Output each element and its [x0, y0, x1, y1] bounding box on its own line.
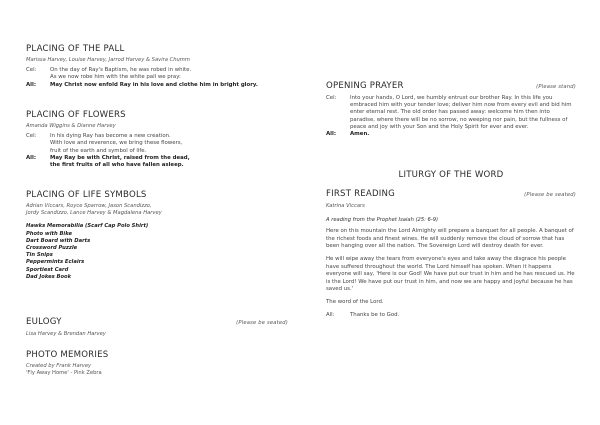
section-heading: PLACING OF FLOWERS: [26, 110, 126, 120]
response-line: All: May Ray be with Christ, raised from the dead,: [26, 154, 190, 161]
section-heading: FIRST READING (Please be seated): [326, 189, 576, 199]
reading-paragraph: The word of the Lord.: [326, 298, 384, 305]
section-heading: PHOTO MEMORIES: [26, 350, 109, 360]
participant-names: Created by Frank Harvey 'Fly Away Home' - Pink Zebra: [26, 363, 102, 377]
response-line: fruit of the earth and symbol of life.: [50, 147, 147, 154]
section-placing-of-flowers: [26, 110, 288, 169]
participant-names: Katrina Viccars: [326, 203, 365, 209]
list-item: Dad Jokes Book: [26, 273, 72, 280]
life-symbols-list: [26, 223, 288, 281]
response-line: Cel: Into your hands, O Lord, we humbly entrust our brother Ray. In this life you embraced him with your tender love; deliver him now from every evil and bid him enter eternal rest. The old order has passed away: welcome him then into paradise, where there will be no sorrow, no weeping nor pain, but the fullness of peace and joy with your Son and the Holy Spirit for ever and ever.: [326, 95, 572, 130]
seating-note: (Please be seated): [236, 320, 288, 326]
section-heading: OPENING PRAYER (Please stand): [326, 81, 576, 91]
section-heading: EULOGY (Please be seated): [26, 317, 288, 327]
participant-names: Lisa Harvey & Brendan Harvey: [26, 331, 106, 337]
response-line: All: May Christ now enfold Ray in his love and clothe him in bright glory.: [26, 81, 258, 88]
seating-note: (Please stand): [536, 84, 576, 90]
section-heading: PLACING OF LIFE SYMBOLS: [26, 190, 147, 200]
section-placing-of-pall: [26, 44, 288, 89]
participant-names: Adrian Viccars, Royce Sparrow, Jason Scandizzo, Jordy Scandizzo, Lance Harvey & Magdalena Harvey: [26, 203, 162, 217]
response-line: the first fruits of all who have fallen asleep.: [50, 162, 184, 169]
list-item: Peppermints Eclairs: [26, 259, 85, 266]
list-item: Tin Snips: [26, 252, 53, 259]
response-line: Cel: On the day of Ray's Baptism, he was robed in white.: [26, 67, 192, 74]
list-item: Photo with Bike: [26, 230, 72, 237]
list-item: Crossword Puzzle: [26, 245, 78, 252]
reading-reference: A reading from the Prophet Isaiah (25: 6-9): [326, 217, 439, 224]
response-line: All: Thanks be to God.: [326, 311, 400, 318]
list-item: Sportiest Card: [26, 266, 69, 273]
list-item: Hawks Memorabilia (Scarf Cap Polo Shirt): [26, 223, 149, 230]
section-life-symbols: [26, 190, 288, 281]
section-opening-prayer: [326, 81, 576, 138]
participant-names: Amanda Wiggins & Dianne Harvey: [26, 123, 116, 129]
section-liturgy-heading: [326, 170, 576, 181]
section-heading: PLACING OF THE PALL: [26, 44, 125, 54]
participant-names: Marissa Harvey, Louise Harvey, Jarrod Harvey & Savira Chumm: [26, 57, 190, 63]
section-heading: LITURGY OF THE WORD: [398, 170, 504, 180]
section-eulogy: [26, 317, 288, 338]
seating-note: (Please be seated): [524, 192, 576, 198]
list-item: Dart Board with Darts: [26, 237, 91, 244]
response-line: As we now robe him with the white pall we pray:: [50, 74, 181, 81]
reading-paragraph: Here on this mountain the Lord Almighty will prepare a banquet for all people. A banquet of the richest foods and finest wines. He will suddenly remove the cloud of sorrow that has been hanging over all the nation. The Sovereign Lord will destroy death for ever.: [326, 228, 574, 250]
response-line: Cel: In his dying Ray has become a new creation.: [26, 133, 171, 140]
section-first-reading: [326, 189, 576, 319]
reading-paragraph: He will wipe away the tears from everyone's eyes and take away the disgrace his people have suffered throughout the world. The Lord himself has spoken. When it happens everyone will say, 'Here is our God! We have put our trust in him and he has rescued us. He is the Lord! We have put our trust in him, and now we are happy and joyful because he has saved us.': [326, 255, 575, 293]
response-line: All: Amen.: [326, 131, 370, 138]
section-photo-memories: [26, 350, 288, 377]
response-line: With love and reverence, we bring these flowers,: [50, 140, 183, 147]
